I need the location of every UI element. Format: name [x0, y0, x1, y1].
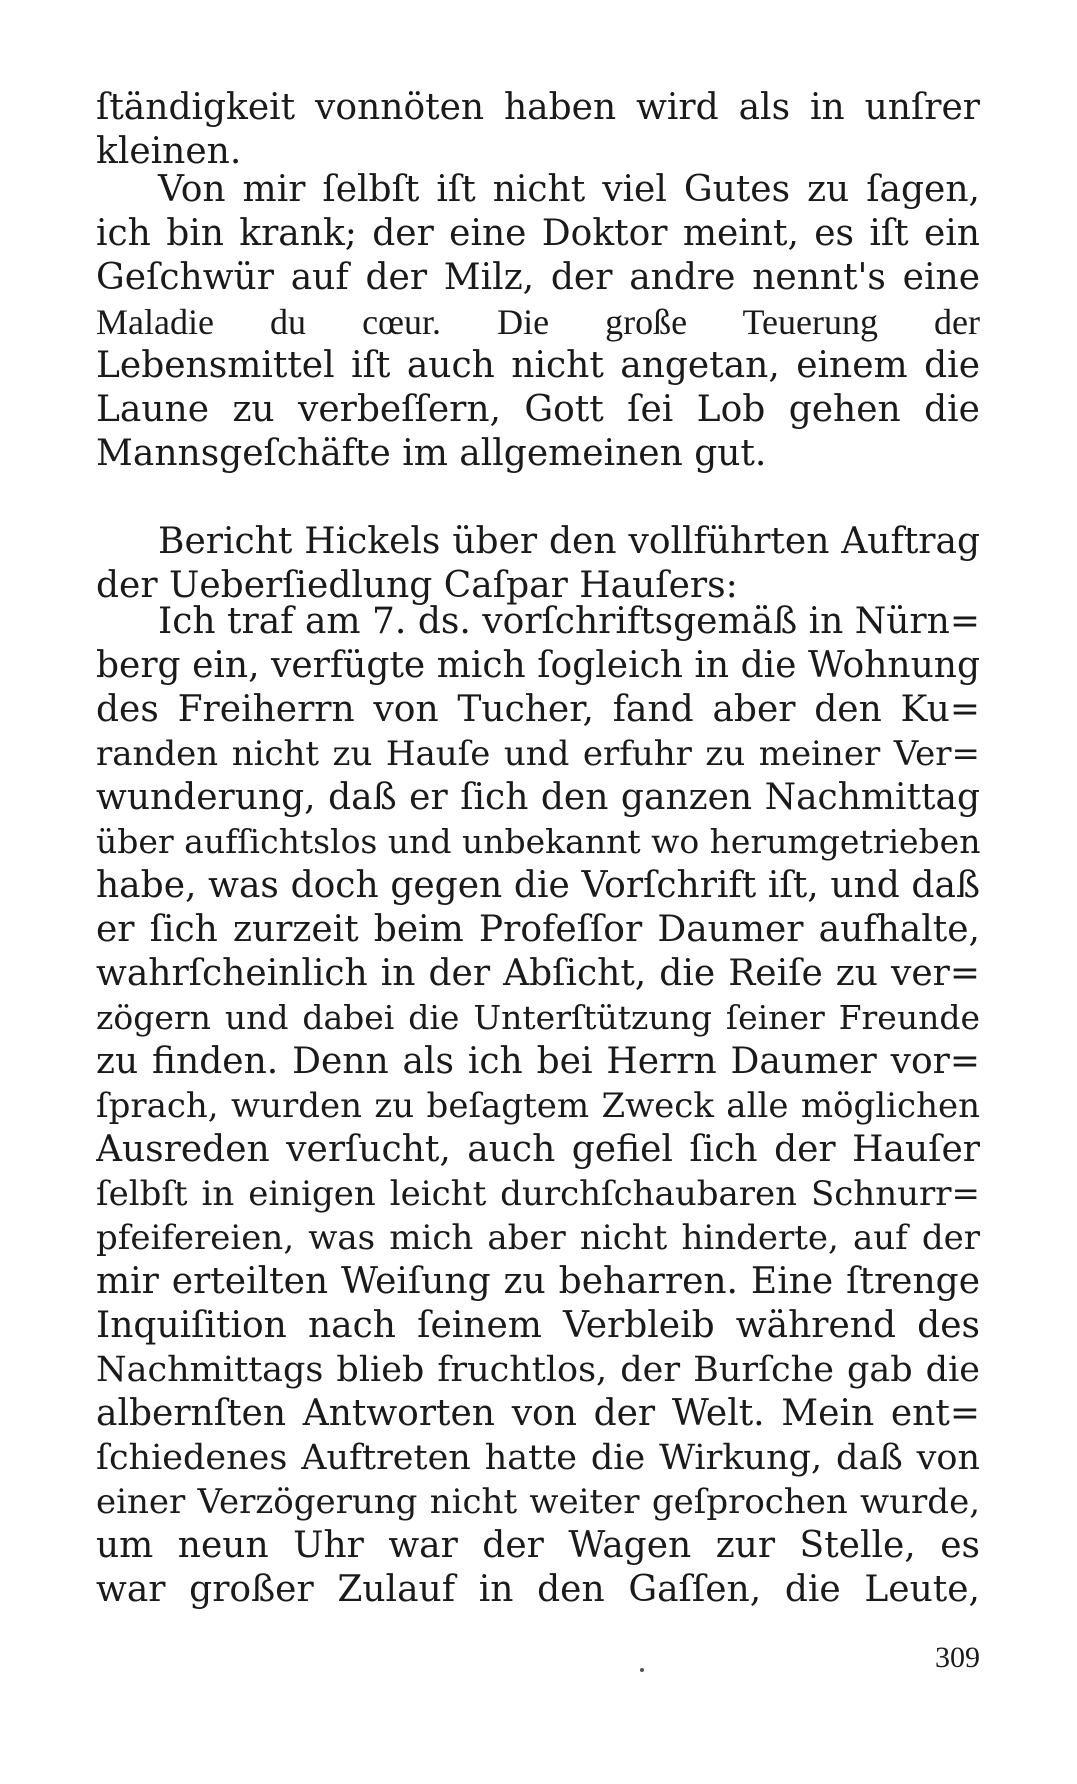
text-line: habe, was doch gegen die Vorſchrift iſt, und daß	[96, 865, 980, 906]
text-line: Mannsgeſchäfte im allgemeinen gut.	[96, 433, 767, 474]
text-line: Nachmittags blieb fruchtlos, der Burſche gab die	[96, 1350, 980, 1390]
text-line: Bericht Hickels über den vollführten Auftrag	[158, 521, 980, 562]
text-line: er ſich zurzeit beim Profeſſor Daumer aufhalte,	[96, 909, 980, 950]
text-line: berg ein, verfügte mich ſogleich in die Wohnung	[96, 645, 980, 686]
text-line: wahrſcheinlich in der Abſicht, die Reiſe zu ver=	[96, 953, 980, 994]
section-heading-report	[96, 520, 980, 608]
text-line: Ausreden verſucht, auch gefiel ſich der Hauſer	[96, 1129, 980, 1170]
text-line: über aufſichtslos und unbekannt wo herumgetrieben	[96, 822, 980, 861]
text-line: des Freiherrn von Tucher, fand aber den Ku=	[96, 689, 980, 730]
text-line: zögern und dabei die Unterſtützung ſeiner Freunde	[96, 998, 980, 1037]
text-line: Geſchwür auf der Milz, der andre nennt's eine	[96, 257, 980, 298]
text-line: Maladie du cœur. Die große Teuerung der	[96, 302, 980, 342]
text-line: Laune zu verbeſſern, Gott ſei Lob gehen die	[96, 389, 980, 430]
text-line: pfeifereien, was mich aber nicht hinderte, auf der	[96, 1218, 980, 1258]
text-line: einer Verzögerung nicht weiter geſprochen wurde,	[96, 1482, 980, 1522]
text-line: randen nicht zu Hauſe und erfuhr zu meiner Ver=	[96, 734, 980, 774]
paragraph-continuation	[96, 86, 980, 174]
page-number: 309	[935, 1641, 980, 1674]
text-line: war großer Zulauf in den Gaſſen, die Leute,	[96, 1569, 980, 1610]
text-line: kleinen.	[96, 131, 242, 172]
text-line: Lebensmittel iſt auch nicht angetan, einem die	[96, 345, 980, 386]
print-speck	[640, 1668, 644, 1672]
text-line: Ich traf am 7. ds. vorſchriftsgemäß in Nürn=	[158, 601, 980, 642]
text-line: zu finden. Denn als ich bei Herrn Daumer vor=	[96, 1041, 980, 1082]
text-line: ich bin krank; der eine Doktor meint, es iſt ein	[96, 213, 980, 254]
text-line: Inquiſition nach ſeinem Verbleib während des	[96, 1305, 980, 1346]
text-line: mir erteilten Weiſung zu beharren. Eine ſtrenge	[96, 1261, 980, 1302]
text-line: ſtändigkeit vonnöten haben wird als in unſrer	[96, 87, 980, 128]
text-line: ſprach, wurden zu beſagtem Zweck alle möglichen	[96, 1086, 980, 1126]
text-line: um neun Uhr war der Wagen zur Stelle, es	[96, 1525, 980, 1566]
text-line: der Ueberſiedlung Caſpar Hauſers:	[96, 565, 738, 606]
text-line: albernſten Antworten von der Welt. Mein ent=	[96, 1393, 980, 1434]
paragraph-letter-closing	[96, 168, 980, 476]
text-line: Von mir ſelbſt iſt nicht viel Gutes zu ſagen,	[158, 169, 980, 210]
text-line: ſelbſt in einigen leicht durchſchaubaren Schnurr=	[96, 1174, 980, 1214]
text-line: ſchiedenes Auftreten hatte die Wirkung, daß von	[96, 1438, 980, 1478]
text-line: wunderung, daß er ſich den ganzen Nachmittag	[96, 777, 980, 818]
paragraph-report-body	[96, 600, 980, 1612]
